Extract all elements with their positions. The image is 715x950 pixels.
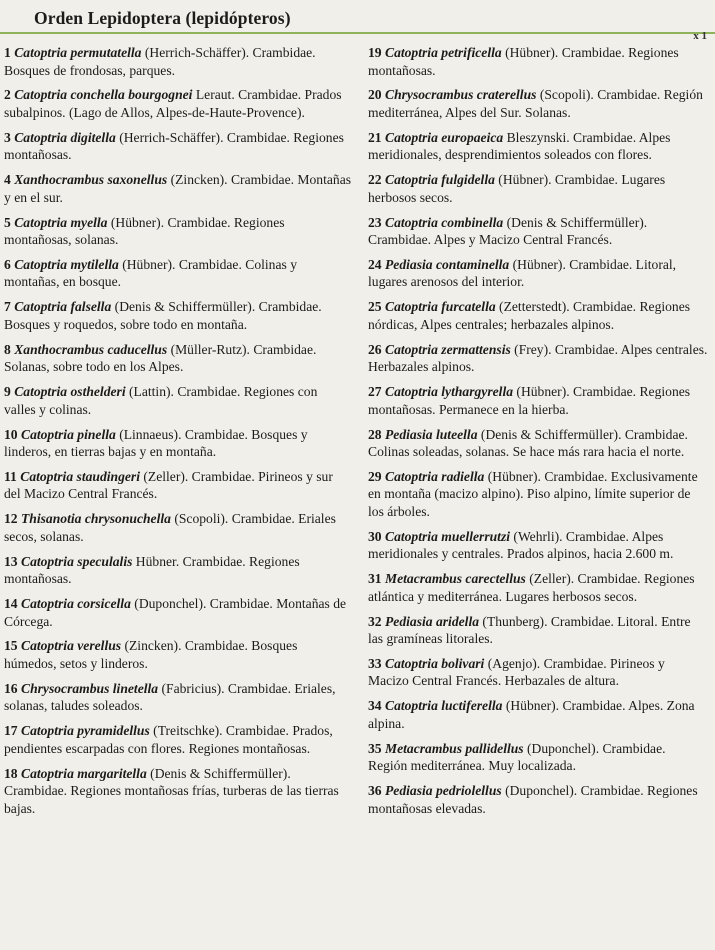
species-entry [368, 613, 708, 648]
species-description: (Zeller). Crambidae. Pirineos y sur del Macizo Central Francés. [4, 468, 333, 502]
entry-number: 27 [368, 384, 382, 400]
species-entry [368, 528, 708, 563]
species-name: Catoptria muellerrutzi [385, 528, 511, 544]
entry-number: 30 [368, 528, 382, 544]
species-description: Hübner. Crambidae. Regiones montañosas. [4, 553, 300, 587]
entry-number: 5 [4, 214, 11, 230]
species-description: (Zeller). Crambidae. Regiones atlántica y mediterránea. Lugares herbosos secos. [368, 571, 695, 604]
species-entry [368, 426, 708, 461]
species-entry [4, 214, 352, 249]
page-title: Orden Lepidoptera (lepidópteros) [34, 8, 291, 28]
species-name: Catoptria pinella [21, 426, 116, 442]
entry-number: 33 [368, 655, 382, 671]
species-entry [4, 680, 352, 715]
species-entry [368, 129, 708, 164]
right-column [368, 44, 708, 825]
species-name: Catoptria corsicella [21, 596, 131, 612]
entry-number: 20 [368, 87, 382, 103]
species-entry [368, 86, 708, 121]
species-entry [4, 595, 352, 630]
species-description: (Zetterstedt). Crambidae. Regiones nórdicas, Alpes centrales; herbazales alpinos. [368, 299, 691, 332]
entry-number: 23 [368, 214, 382, 230]
species-description: (Hübner). Crambidae. Litoral, lugares arenosos del interior. [368, 256, 677, 290]
entry-number: 2 [4, 87, 11, 103]
species-description: (Müller-Rutz). Crambidae. Solanas, sobre todo en los Alpes. [4, 341, 317, 375]
species-description: (Herrich-Schäffer). Crambidae. Regiones montañosas. [4, 129, 344, 163]
species-name: Chrysocrambus craterellus [385, 87, 537, 103]
species-entry [4, 468, 352, 503]
left-column [0, 44, 352, 825]
entry-number: 31 [368, 571, 382, 587]
entry-number: 21 [368, 129, 382, 145]
entry-number: 10 [4, 426, 18, 442]
species-entry [4, 44, 352, 79]
species-description: (Agenjo). Crambidae. Pirineos y Macizo Central Francés. Herbazales de altura. [368, 655, 665, 689]
entry-number: 28 [368, 426, 382, 442]
species-name: Catoptria osthelderi [14, 384, 126, 400]
species-description: (Hübner). Crambidae. Alpes. Zona alpina. [368, 698, 695, 731]
species-description: (Denis & Schiffermüller). Crambidae. Colinas soleadas, solanas. Se hace más rara hacia el norte. [368, 426, 688, 460]
species-entry [368, 468, 708, 521]
entry-number: 34 [368, 698, 382, 714]
species-description: (Fabricius). Crambidae. Eriales, solanas, taludes soleados. [4, 680, 336, 714]
species-name: Pediasia aridella [385, 613, 480, 629]
species-entry [4, 383, 352, 418]
species-entry [4, 256, 352, 291]
species-name: Catoptria speculalis [21, 553, 133, 569]
species-entry [368, 782, 708, 817]
species-description: (Lattin). Crambidae. Regiones con valles y colinas. [4, 384, 318, 417]
entry-number: 13 [4, 553, 18, 569]
species-name: Chrysocrambus linetella [21, 680, 159, 696]
entry-number: 12 [4, 511, 18, 527]
species-name: Catoptria pyramidellus [21, 723, 150, 739]
species-description: (Thunberg). Crambidae. Litoral. Entre las gramíneas litorales. [368, 613, 691, 647]
species-description: (Scopoli). Crambidae. Región mediterránea, Alpes del Sur. Solanas. [368, 87, 703, 120]
species-entry [4, 553, 352, 588]
entry-number: 1 [4, 45, 11, 60]
species-entry [4, 722, 352, 757]
species-entry [4, 171, 352, 206]
entry-number: 22 [368, 172, 382, 188]
entry-number: 26 [368, 341, 382, 357]
species-description: (Treitschke). Crambidae. Prados, pendientes escarpadas con flores. Regiones montañosas. [4, 723, 333, 756]
species-description: (Scopoli). Crambidae. Eriales secos, solanas. [4, 511, 336, 544]
entry-number: 16 [4, 680, 18, 696]
entry-number: 36 [368, 783, 382, 799]
species-description: (Denis & Schiffermüller). Crambidae. Regiones montañosas frías, turberas de las tierras bajas. [4, 765, 339, 816]
species-name: Catoptria digitella [14, 129, 116, 145]
species-entry [368, 740, 708, 775]
entry-number: 3 [4, 129, 11, 145]
entry-number: 19 [368, 45, 382, 60]
entry-number: 17 [4, 723, 18, 739]
entry-number: 32 [368, 613, 382, 629]
species-description: (Wehrli). Crambidae. Alpes meridionales y centrales. Prados alpinos, hacia 2.600 m. [368, 528, 674, 562]
species-name: Catoptria combinella [385, 214, 504, 230]
species-description: (Denis & Schiffermüller). Crambidae. Alpes y Macizo Central Francés. [368, 214, 648, 248]
species-entry [4, 765, 352, 818]
species-name: Catoptria permutatella [14, 45, 142, 60]
species-entry [368, 44, 708, 79]
species-name: Catoptria radiella [385, 468, 485, 484]
species-entry [368, 171, 708, 206]
species-name: Xanthocrambus saxonellus [14, 172, 168, 188]
species-name: Catoptria petrificella [385, 45, 502, 60]
species-name: Pediasia pedriolellus [385, 783, 502, 799]
species-description: (Hübner). Crambidae. Regiones montañosas, solanas. [4, 214, 285, 248]
species-description: Leraut. Crambidae. Prados subalpinos. (Lago de Allos, Alpes-de-Haute-Provence). [4, 87, 342, 120]
species-name: Catoptria bolivari [385, 655, 485, 671]
species-name: Pediasia contaminella [385, 256, 510, 272]
species-description: (Duponchel). Crambidae. Regiones montañosas elevadas. [368, 783, 698, 816]
entry-number: 29 [368, 468, 382, 484]
species-description: (Hübner). Crambidae. Exclusivamente en montaña (macizo alpino). Piso alpino, límite superior de los árboles. [368, 468, 698, 519]
species-name: Catoptria lythargyrella [385, 384, 514, 400]
entry-number: 14 [4, 596, 18, 612]
species-name: Metacrambus carectellus [385, 571, 526, 587]
species-description: (Zincken). Crambidae. Montañas y en el sur. [4, 172, 352, 205]
species-description: (Linnaeus). Crambidae. Bosques y linderos, en tierras bajas y en montaña. [4, 426, 308, 460]
species-description: Bleszynski. Crambidae. Alpes meridionales, desprendimientos soleados con flores. [368, 129, 671, 163]
entry-number: 15 [4, 638, 18, 654]
species-entry [368, 341, 708, 376]
species-name: Catoptria zermattensis [385, 341, 511, 357]
entry-number: 9 [4, 384, 11, 400]
entry-number: 25 [368, 299, 382, 315]
species-entry [4, 129, 352, 164]
species-description: (Hübner). Crambidae. Regiones montañosas. Permanece en la hierba. [368, 384, 691, 417]
species-entry [4, 426, 352, 461]
species-name: Catoptria luctiferella [385, 698, 503, 714]
species-name: Catoptria europaeica [385, 129, 504, 145]
species-name: Catoptria myella [14, 214, 108, 230]
species-name: Thisanotia chrysonuchella [21, 511, 171, 527]
species-name: Catoptria conchella bourgognei [14, 87, 193, 103]
species-entry [4, 86, 352, 121]
entry-number: 8 [4, 341, 11, 357]
species-name: Catoptria falsella [14, 299, 112, 315]
entry-number: 7 [4, 299, 11, 315]
page-mark: x 1 [693, 30, 707, 42]
species-entry [368, 570, 708, 605]
species-entry [4, 637, 352, 672]
species-name: Xanthocrambus caducellus [14, 341, 168, 357]
species-entry [368, 214, 708, 249]
species-description: (Denis & Schiffermüller). Crambidae. Bosques y roquedos, sobre todo en montaña. [4, 299, 322, 332]
species-name: Catoptria fulgidella [385, 172, 495, 188]
species-entry [368, 655, 708, 690]
species-entry [4, 510, 352, 545]
species-description: (Duponchel). Crambidae. Región mediterránea. Muy localizada. [368, 740, 666, 774]
species-description: (Hübner). Crambidae. Regiones montañosas. [368, 45, 679, 78]
species-entry [368, 383, 708, 418]
species-description: (Zincken). Crambidae. Bosques húmedos, setos y linderos. [4, 638, 298, 671]
species-name: Catoptria margaritella [21, 765, 147, 781]
species-entry [368, 256, 708, 291]
entry-number: 35 [368, 740, 382, 756]
species-name: Pediasia luteella [385, 426, 478, 442]
species-name: Catoptria mytilella [14, 256, 119, 272]
species-name: Catoptria verellus [21, 638, 122, 654]
species-entry [4, 341, 352, 376]
species-description: (Duponchel). Crambidae. Montañas de Córcega. [4, 596, 347, 629]
entry-number: 18 [4, 765, 18, 781]
entry-number: 11 [4, 468, 17, 484]
entry-number: 6 [4, 256, 11, 272]
entry-number: 24 [368, 256, 382, 272]
species-entry [4, 298, 352, 333]
species-name: Metacrambus pallidellus [385, 740, 524, 756]
entry-number: 4 [4, 172, 11, 188]
species-entry [368, 697, 708, 732]
species-entry [368, 298, 708, 333]
species-description: (Herrich-Schäffer). Crambidae. Bosques de frondosas, parques. [4, 45, 316, 78]
species-description: (Hübner). Crambidae. Colinas y montañas, en bosque. [4, 256, 297, 290]
species-description: (Hübner). Crambidae. Lugares herbosos secos. [368, 172, 666, 205]
species-name: Catoptria furcatella [385, 299, 496, 315]
header-divider [0, 32, 715, 34]
species-name: Catoptria staudingeri [20, 468, 140, 484]
species-description: (Frey). Crambidae. Alpes centrales. Herbazales alpinos. [368, 341, 708, 375]
